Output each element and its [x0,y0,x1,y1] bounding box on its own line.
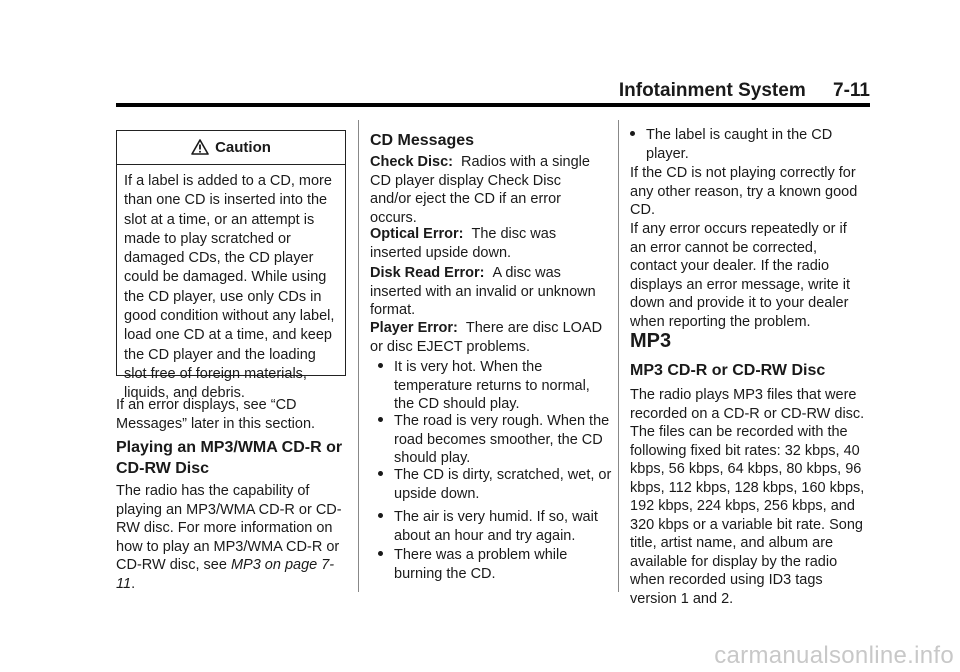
contact-dealer-text: If any error occurs repeatedly or if an error cannot be corrected, contact your dealer. If the radio displays an error message, write it down and provide it to your dealer when reporting the problem. [630,221,850,330]
mp3-cd-heading: MP3 CD-R or CD-RW Disc [630,362,826,379]
playing-mp3-text: The radio has the capability of playing an MP3/WMA CD-R or CD-RW disc. For more information on how to play an MP3/WMA CD-R or CD-RW disc, see MP3 on page 7-11. [116,483,342,592]
section-title: Infotainment System [618,80,806,101]
check-disc-term: Check Disc: [370,154,454,170]
list-item: The CD is dirty, scratched, wet, or upside down. [378,466,614,503]
watermark: carmanualsonline.info [714,642,954,669]
list-item: It is very hot. When the temperature returns to normal, the CD should play. [378,358,604,414]
check-disc-entry: Check Disc: Radios with a single CD player display Check Disc and/or eject the CD if an error occurs. [370,154,590,226]
mp3-page-link[interactable]: MP3 on page 7-11 [116,557,335,592]
mp3-description-text: The radio plays MP3 files that were recorded on a CD-R or CD-RW disc. The files can be recorded with the following fixed bit rates: 32 kbps, 40 kbps, 56 kbps, 64 kbps, 80 kbps, 96 kbps, 112 kbps, 128 kbps, 160 kbps, 192 kbps, 224 kbps, 256 kbps, and 320 kbps or a variable bit rate. Song title, artist name, and album are available for display by the radio when recorded using ID3 tags version 1 and 2. [630,387,865,607]
caution-header [117,131,345,165]
column-divider-1 [358,120,359,592]
list-item: The road is very rough. When the road becomes smoother, the CD should play. [378,412,622,468]
column-divider-2 [618,120,619,592]
disk-read-error-term: Disk Read Error: [370,265,485,281]
caution-title: Caution [215,139,271,156]
list-item: There was a problem while burning the CD. [378,546,594,583]
caution-text: If a label is added to a CD, more than one CD is inserted into the slot at a time, or an attempt is made to play scratched or damaged CDs, the CD player could be damaged. While using the CD player, use only CDs in good condition without any label, load one CD at a time, and keep the CD player and the loading slot free of foreign materials, liquids, and debris. [124,173,335,402]
caution-triangle-icon [191,139,209,156]
list-item: The air is very humid. If so, wait about an hour and try again. [378,508,614,545]
caution-box [116,130,346,402]
optical-error-term: Optical Error: [370,226,464,242]
player-error-term: Player Error: [370,320,458,336]
cd-messages-heading: CD Messages [370,132,475,149]
try-known-cd-text: If the CD is not playing correctly for any other reason, try a known good CD. [630,165,858,218]
error-display-text: If an error displays, see “CD Messages” later in this section. [116,397,316,432]
mp3-heading: MP3 [630,330,672,352]
header-rule [116,103,870,107]
optical-error-entry: Optical Error: The disc was inserted upside down. [370,226,557,261]
page-header [619,80,870,102]
playing-mp3-heading: Playing an MP3/WMA CD-R or CD-RW Disc [116,439,343,477]
page-number: 7-11 [833,80,870,101]
disk-read-error-entry: Disk Read Error: A disc was inserted with an invalid or unknown format. [370,265,596,318]
player-error-entry: Player Error: There are disc LOAD or disc EJECT problems. [370,320,603,355]
list-item: The label is caught in the CD player. [630,126,876,163]
